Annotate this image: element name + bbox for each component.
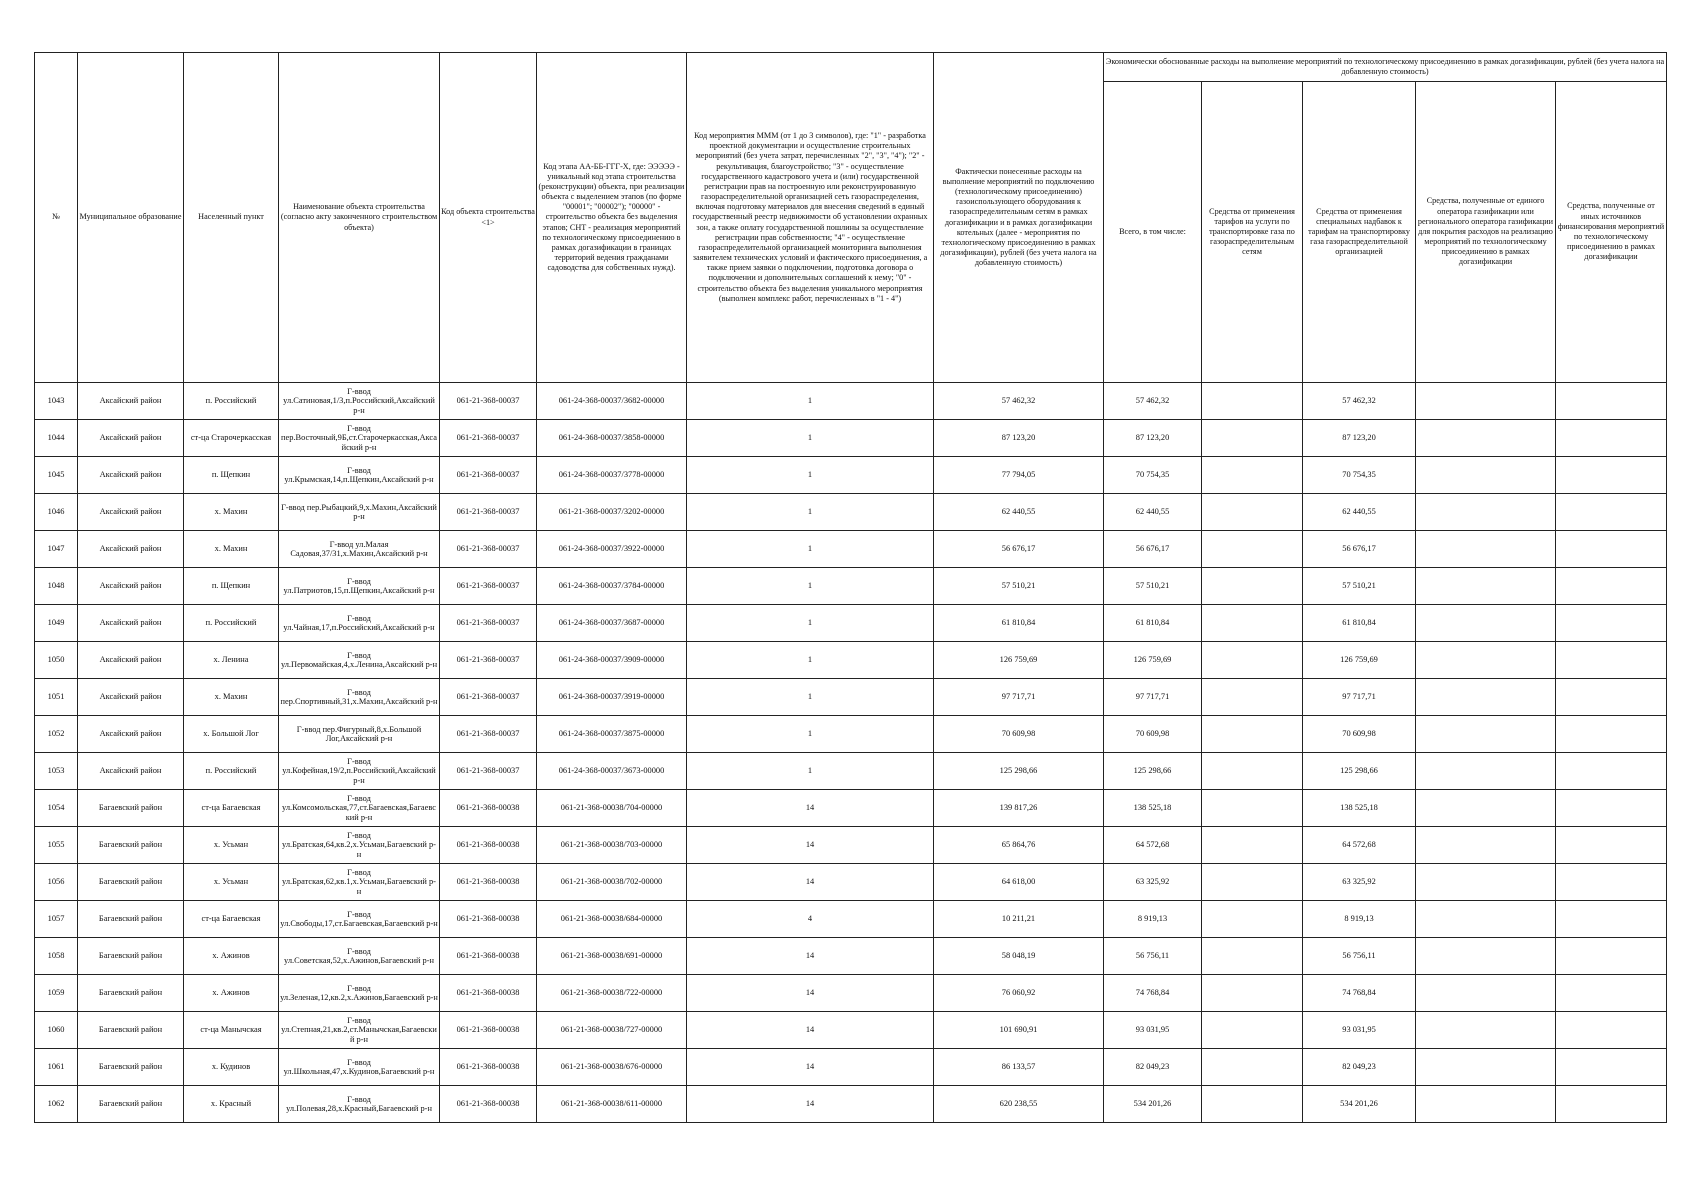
object-code-cell: 061-21-368-00037 (440, 568, 537, 605)
table-row (35, 1086, 1667, 1123)
total-cell: 63 325,92 (1104, 864, 1202, 901)
tariff-funds-cell (1202, 901, 1303, 938)
object-code-cell: 061-21-368-00037 (440, 679, 537, 716)
municipality-cell: Аксайский район (78, 605, 184, 642)
municipality-cell: Аксайский район (78, 568, 184, 605)
operator-funds-cell (1416, 531, 1556, 568)
surcharge-funds-cell: 64 572,68 (1303, 827, 1416, 864)
total-cell: 87 123,20 (1104, 420, 1202, 457)
total-cell: 97 717,71 (1104, 679, 1202, 716)
row-number: 1058 (35, 938, 78, 975)
object-name-cell: Г-ввод ул.Зеленая,12,кв.2,х.Ажинов,Багаевский р-н (279, 975, 440, 1012)
operator-funds-cell (1416, 864, 1556, 901)
operator-funds-cell (1416, 605, 1556, 642)
stage-code-cell: 061-24-368-00037/3858-00000 (537, 420, 687, 457)
other-funds-cell (1556, 531, 1667, 568)
operator-funds-cell (1416, 901, 1556, 938)
surcharge-funds-cell: 62 440,55 (1303, 494, 1416, 531)
object-name-cell: Г-ввод ул.Чайная,17,п.Российский,Аксайский р-н (279, 605, 440, 642)
header-settlement: Населенный пункт (184, 53, 279, 383)
actual-costs-cell: 101 690,91 (934, 1012, 1104, 1049)
total-cell: 57 510,21 (1104, 568, 1202, 605)
activity-code-cell: 1 (687, 605, 934, 642)
surcharge-funds-cell: 56 756,11 (1303, 938, 1416, 975)
header-operator-funds: Средства, полученные от единого оператора газификации или регионального оператора газификации для покрытия расходов на реализацию мероприятий по технологическому присоединению в рамках догазификации (1416, 82, 1556, 383)
total-cell: 138 525,18 (1104, 790, 1202, 827)
other-funds-cell (1556, 753, 1667, 790)
stage-code-cell: 061-21-368-00038/702-00000 (537, 864, 687, 901)
municipality-cell: Аксайский район (78, 642, 184, 679)
activity-code-cell: 14 (687, 938, 934, 975)
other-funds-cell (1556, 790, 1667, 827)
operator-funds-cell (1416, 753, 1556, 790)
total-cell: 125 298,66 (1104, 753, 1202, 790)
settlement-cell: п. Щепкин (184, 568, 279, 605)
stage-code-cell: 061-24-368-00037/3909-00000 (537, 642, 687, 679)
other-funds-cell (1556, 420, 1667, 457)
surcharge-funds-cell: 57 510,21 (1303, 568, 1416, 605)
other-funds-cell (1556, 938, 1667, 975)
actual-costs-cell: 77 794,05 (934, 457, 1104, 494)
tariff-funds-cell (1202, 568, 1303, 605)
object-name-cell: Г-ввод ул.Школьная,47,х.Кудинов,Багаевский р-н (279, 1049, 440, 1086)
object-name-cell: Г-ввод ул.Малая Садовая,37/31,х.Махин,Аксайский р-н (279, 531, 440, 568)
other-funds-cell (1556, 383, 1667, 420)
row-number: 1044 (35, 420, 78, 457)
row-number: 1056 (35, 864, 78, 901)
object-code-cell: 061-21-368-00037 (440, 531, 537, 568)
header-other-funds: Средства, полученные от иных источников финансирования мероприятий по технологическому присоединению в рамках догазификации (1556, 82, 1667, 383)
settlement-cell: п. Российский (184, 383, 279, 420)
table-row (35, 457, 1667, 494)
actual-costs-cell: 10 211,21 (934, 901, 1104, 938)
other-funds-cell (1556, 827, 1667, 864)
tariff-funds-cell (1202, 975, 1303, 1012)
row-number: 1048 (35, 568, 78, 605)
other-funds-cell (1556, 975, 1667, 1012)
header-total: Всего, в том числе: (1104, 82, 1202, 383)
municipality-cell: Аксайский район (78, 494, 184, 531)
object-code-cell: 061-21-368-00038 (440, 1086, 537, 1123)
stage-code-cell: 061-24-368-00037/3687-00000 (537, 605, 687, 642)
total-cell: 8 919,13 (1104, 901, 1202, 938)
settlement-cell: х. Ажинов (184, 975, 279, 1012)
operator-funds-cell (1416, 1086, 1556, 1123)
object-name-cell: Г-ввод пер.Рыбацкий,9,х.Махин,Аксайский р-н (279, 494, 440, 531)
activity-code-cell: 14 (687, 827, 934, 864)
actual-costs-cell: 86 133,57 (934, 1049, 1104, 1086)
settlement-cell: п. Российский (184, 753, 279, 790)
settlement-cell: п. Российский (184, 605, 279, 642)
surcharge-funds-cell: 61 810,84 (1303, 605, 1416, 642)
tariff-funds-cell (1202, 753, 1303, 790)
stage-code-cell: 061-21-368-00038/684-00000 (537, 901, 687, 938)
settlement-cell: ст-ца Старочеркасская (184, 420, 279, 457)
activity-code-cell: 1 (687, 753, 934, 790)
settlement-cell: х. Усьман (184, 864, 279, 901)
object-code-cell: 061-21-368-00038 (440, 827, 537, 864)
object-code-cell: 061-21-368-00037 (440, 605, 537, 642)
total-cell: 126 759,69 (1104, 642, 1202, 679)
object-name-cell: Г-ввод ул.Свободы,17,ст.Багаевская,Багаевский р-н (279, 901, 440, 938)
other-funds-cell (1556, 1012, 1667, 1049)
activity-code-cell: 14 (687, 975, 934, 1012)
settlement-cell: х. Махин (184, 679, 279, 716)
municipality-cell: Багаевский район (78, 790, 184, 827)
surcharge-funds-cell: 57 462,32 (1303, 383, 1416, 420)
object-name-cell: Г-ввод пер.Фигурный,8,х.Большой Лог,Аксайский р-н (279, 716, 440, 753)
stage-code-cell: 061-24-368-00037/3673-00000 (537, 753, 687, 790)
surcharge-funds-cell: 534 201,26 (1303, 1086, 1416, 1123)
activity-code-cell: 1 (687, 531, 934, 568)
municipality-cell: Аксайский район (78, 716, 184, 753)
table-row (35, 383, 1667, 420)
actual-costs-cell: 56 676,17 (934, 531, 1104, 568)
row-number: 1060 (35, 1012, 78, 1049)
actual-costs-cell: 62 440,55 (934, 494, 1104, 531)
tariff-funds-cell (1202, 938, 1303, 975)
other-funds-cell (1556, 457, 1667, 494)
operator-funds-cell (1416, 1049, 1556, 1086)
operator-funds-cell (1416, 790, 1556, 827)
surcharge-funds-cell: 70 609,98 (1303, 716, 1416, 753)
table-row (35, 605, 1667, 642)
table-row (35, 679, 1667, 716)
surcharge-funds-cell: 87 123,20 (1303, 420, 1416, 457)
tariff-funds-cell (1202, 1012, 1303, 1049)
actual-costs-cell: 57 462,32 (934, 383, 1104, 420)
surcharge-funds-cell: 93 031,95 (1303, 1012, 1416, 1049)
stage-code-cell: 061-21-368-00037/3202-00000 (537, 494, 687, 531)
cost-table (34, 52, 1667, 1123)
other-funds-cell (1556, 568, 1667, 605)
table-row (35, 827, 1667, 864)
row-number: 1061 (35, 1049, 78, 1086)
settlement-cell: х. Усьман (184, 827, 279, 864)
actual-costs-cell: 58 048,19 (934, 938, 1104, 975)
settlement-cell: х. Ажинов (184, 938, 279, 975)
row-number: 1057 (35, 901, 78, 938)
actual-costs-cell: 126 759,69 (934, 642, 1104, 679)
object-code-cell: 061-21-368-00038 (440, 1012, 537, 1049)
other-funds-cell (1556, 642, 1667, 679)
object-code-cell: 061-21-368-00037 (440, 494, 537, 531)
other-funds-cell (1556, 494, 1667, 531)
tariff-funds-cell (1202, 716, 1303, 753)
municipality-cell: Багаевский район (78, 975, 184, 1012)
settlement-cell: п. Щепкин (184, 457, 279, 494)
tariff-funds-cell (1202, 864, 1303, 901)
row-number: 1049 (35, 605, 78, 642)
object-code-cell: 061-21-368-00038 (440, 975, 537, 1012)
operator-funds-cell (1416, 420, 1556, 457)
stage-code-cell: 061-24-368-00037/3875-00000 (537, 716, 687, 753)
activity-code-cell: 1 (687, 679, 934, 716)
header-stage-code: Код этапа АА-ББ-ГГГ-Х, где: ЭЭЭЭЭ - уникальный код этапа строительства (реконструкции) объекта, при реализации объекта с выделением этапов (по форме "00001"; "00002"); "00000" - строительство объекта без выделения этапов; СНТ - реализация мероприятий по технологическому присоединению в рамках догазификации в границах территорий ведения гражданами садоводства для собственных нужд). (537, 53, 687, 383)
settlement-cell: х. Ленина (184, 642, 279, 679)
actual-costs-cell: 65 864,76 (934, 827, 1104, 864)
object-code-cell: 061-21-368-00037 (440, 716, 537, 753)
table-row (35, 901, 1667, 938)
operator-funds-cell (1416, 494, 1556, 531)
header-tariff-funds: Средства от применения тарифов на услуги по транспортировке газа по газораспределительным сетям (1202, 82, 1303, 383)
object-code-cell: 061-21-368-00038 (440, 901, 537, 938)
table-row (35, 753, 1667, 790)
total-cell: 62 440,55 (1104, 494, 1202, 531)
object-code-cell: 061-21-368-00037 (440, 642, 537, 679)
surcharge-funds-cell: 138 525,18 (1303, 790, 1416, 827)
settlement-cell: х. Красный (184, 1086, 279, 1123)
surcharge-funds-cell: 70 754,35 (1303, 457, 1416, 494)
stage-code-cell: 061-24-368-00037/3919-00000 (537, 679, 687, 716)
object-name-cell: Г-ввод ул.Патриотов,15,п.Щепкин,Аксайский р-н (279, 568, 440, 605)
tariff-funds-cell (1202, 790, 1303, 827)
municipality-cell: Багаевский район (78, 827, 184, 864)
tariff-funds-cell (1202, 827, 1303, 864)
other-funds-cell (1556, 1049, 1667, 1086)
table-row (35, 1012, 1667, 1049)
tariff-funds-cell (1202, 457, 1303, 494)
stage-code-cell: 061-21-368-00038/676-00000 (537, 1049, 687, 1086)
header-object-code: Код объекта строительства <1> (440, 53, 537, 383)
other-funds-cell (1556, 605, 1667, 642)
object-name-cell: Г-ввод пер.Восточный,9Б,ст.Старочеркасская,Аксайский р-н (279, 420, 440, 457)
operator-funds-cell (1416, 568, 1556, 605)
tariff-funds-cell (1202, 494, 1303, 531)
other-funds-cell (1556, 901, 1667, 938)
municipality-cell: Аксайский район (78, 679, 184, 716)
stage-code-cell: 061-21-368-00038/691-00000 (537, 938, 687, 975)
total-cell: 82 049,23 (1104, 1049, 1202, 1086)
header-actual-costs: Фактически понесенные расходы на выполнение мероприятий по подключению (технологическому присоединению) газоиспользующего оборудования к газораспределительным сетям в рамках догазификации и в рамках догазификации котельных (далее - мероприятия по технологическому присоединению в рамках догазификации), рублей (без учета налога на добавленную стоимость) (934, 53, 1104, 383)
stage-code-cell: 061-24-368-00037/3922-00000 (537, 531, 687, 568)
surcharge-funds-cell: 63 325,92 (1303, 864, 1416, 901)
operator-funds-cell (1416, 679, 1556, 716)
row-number: 1045 (35, 457, 78, 494)
activity-code-cell: 1 (687, 420, 934, 457)
object-code-cell: 061-21-368-00037 (440, 420, 537, 457)
stage-code-cell: 061-21-368-00038/703-00000 (537, 827, 687, 864)
surcharge-funds-cell: 56 676,17 (1303, 531, 1416, 568)
table-row (35, 494, 1667, 531)
actual-costs-cell: 61 810,84 (934, 605, 1104, 642)
activity-code-cell: 1 (687, 383, 934, 420)
object-name-cell: Г-ввод ул.Полевая,28,х.Красный,Багаевский р-н (279, 1086, 440, 1123)
settlement-cell: ст-ца Манычская (184, 1012, 279, 1049)
table-row (35, 568, 1667, 605)
table-row (35, 716, 1667, 753)
municipality-cell: Аксайский район (78, 383, 184, 420)
activity-code-cell: 1 (687, 642, 934, 679)
actual-costs-cell: 76 060,92 (934, 975, 1104, 1012)
table-row (35, 531, 1667, 568)
actual-costs-cell: 57 510,21 (934, 568, 1104, 605)
tariff-funds-cell (1202, 531, 1303, 568)
object-name-cell: Г-ввод ул.Советская,52,х.Ажинов,Багаевский р-н (279, 938, 440, 975)
row-number: 1054 (35, 790, 78, 827)
header-object-name: Наименование объекта строительства (согласно акту законченного строительством объекта) (279, 53, 440, 383)
municipality-cell: Аксайский район (78, 420, 184, 457)
total-cell: 56 676,17 (1104, 531, 1202, 568)
header-municipality: Муниципальное образование (78, 53, 184, 383)
total-cell: 534 201,26 (1104, 1086, 1202, 1123)
object-name-cell: Г-ввод ул.Сатиновая,1/3,п.Российский,Аксайский р-н (279, 383, 440, 420)
operator-funds-cell (1416, 1012, 1556, 1049)
object-name-cell: Г-ввод ул.Братская,64,кв.2,х.Усьман,Багаевский р-н (279, 827, 440, 864)
stage-code-cell: 061-24-368-00037/3682-00000 (537, 383, 687, 420)
object-name-cell: Г-ввод ул.Степная,21,кв.2,ст.Манычская,Багаевский р-н (279, 1012, 440, 1049)
object-name-cell: Г-ввод ул.Братская,62,кв.1,х.Усьман,Багаевский р-н (279, 864, 440, 901)
municipality-cell: Багаевский район (78, 1086, 184, 1123)
operator-funds-cell (1416, 975, 1556, 1012)
other-funds-cell (1556, 1086, 1667, 1123)
settlement-cell: х. Махин (184, 531, 279, 568)
tariff-funds-cell (1202, 605, 1303, 642)
stage-code-cell: 061-21-368-00038/611-00000 (537, 1086, 687, 1123)
header-econ-group: Экономически обоснованные расходы на выполнение мероприятий по технологическому присоединению в рамках догазификации, рублей (без учета налога на добавленную стоимость) (1104, 53, 1667, 82)
tariff-funds-cell (1202, 383, 1303, 420)
table-row (35, 864, 1667, 901)
header-num: № (35, 53, 78, 383)
surcharge-funds-cell: 74 768,84 (1303, 975, 1416, 1012)
row-number: 1043 (35, 383, 78, 420)
actual-costs-cell: 97 717,71 (934, 679, 1104, 716)
activity-code-cell: 14 (687, 1086, 934, 1123)
municipality-cell: Аксайский район (78, 457, 184, 494)
stage-code-cell: 061-21-368-00038/727-00000 (537, 1012, 687, 1049)
table-header (35, 53, 1667, 383)
municipality-cell: Багаевский район (78, 864, 184, 901)
municipality-cell: Багаевский район (78, 901, 184, 938)
tariff-funds-cell (1202, 420, 1303, 457)
table-row (35, 938, 1667, 975)
stage-code-cell: 061-21-368-00038/722-00000 (537, 975, 687, 1012)
stage-code-cell: 061-21-368-00038/704-00000 (537, 790, 687, 827)
tariff-funds-cell (1202, 1049, 1303, 1086)
actual-costs-cell: 620 238,55 (934, 1086, 1104, 1123)
tariff-funds-cell (1202, 642, 1303, 679)
activity-code-cell: 14 (687, 790, 934, 827)
object-name-cell: Г-ввод ул.Первомайская,4,х.Ленина,Аксайский р-н (279, 642, 440, 679)
stage-code-cell: 061-24-368-00037/3778-00000 (537, 457, 687, 494)
row-number: 1047 (35, 531, 78, 568)
object-code-cell: 061-21-368-00038 (440, 938, 537, 975)
row-number: 1051 (35, 679, 78, 716)
municipality-cell: Багаевский район (78, 1049, 184, 1086)
settlement-cell: х. Кудинов (184, 1049, 279, 1086)
row-number: 1059 (35, 975, 78, 1012)
surcharge-funds-cell: 82 049,23 (1303, 1049, 1416, 1086)
header-surcharge-funds: Средства от применения специальных надбавок к тарифам на транспортировку газа газораспределительной организацией (1303, 82, 1416, 383)
activity-code-cell: 1 (687, 568, 934, 605)
actual-costs-cell: 70 609,98 (934, 716, 1104, 753)
settlement-cell: ст-ца Багаевская (184, 901, 279, 938)
activity-code-cell: 1 (687, 716, 934, 753)
municipality-cell: Багаевский район (78, 1012, 184, 1049)
tariff-funds-cell (1202, 1086, 1303, 1123)
activity-code-cell: 1 (687, 457, 934, 494)
object-code-cell: 061-21-368-00037 (440, 383, 537, 420)
surcharge-funds-cell: 97 717,71 (1303, 679, 1416, 716)
total-cell: 56 756,11 (1104, 938, 1202, 975)
actual-costs-cell: 87 123,20 (934, 420, 1104, 457)
object-code-cell: 061-21-368-00038 (440, 790, 537, 827)
surcharge-funds-cell: 126 759,69 (1303, 642, 1416, 679)
row-number: 1046 (35, 494, 78, 531)
object-code-cell: 061-21-368-00037 (440, 457, 537, 494)
operator-funds-cell (1416, 642, 1556, 679)
total-cell: 70 754,35 (1104, 457, 1202, 494)
table-row (35, 642, 1667, 679)
object-code-cell: 061-21-368-00038 (440, 864, 537, 901)
table-row (35, 420, 1667, 457)
surcharge-funds-cell: 125 298,66 (1303, 753, 1416, 790)
operator-funds-cell (1416, 938, 1556, 975)
settlement-cell: х. Махин (184, 494, 279, 531)
activity-code-cell: 1 (687, 494, 934, 531)
activity-code-cell: 14 (687, 1012, 934, 1049)
other-funds-cell (1556, 864, 1667, 901)
row-number: 1055 (35, 827, 78, 864)
operator-funds-cell (1416, 827, 1556, 864)
settlement-cell: ст-ца Багаевская (184, 790, 279, 827)
total-cell: 93 031,95 (1104, 1012, 1202, 1049)
total-cell: 64 572,68 (1104, 827, 1202, 864)
object-name-cell: Г-ввод ул.Крымская,14,п.Щепкин,Аксайский р-н (279, 457, 440, 494)
object-name-cell: Г-ввод ул.Комсомольская,77,ст.Багаевская,Багаевский р-н (279, 790, 440, 827)
header-activity-code: Код мероприятия МММ (от 1 до 3 символов), где: "1" - разработка проектной документации и осуществление строительных мероприятий (без учета затрат, перечисленных "2", "3", "4"); "2" - рекультивация, благоустройство; "3" - осуществление государственного кадастрового учета и (или) государственной регистрации прав на построенную или реконструированную газораспределительной организацией сеть газораспределения, включая подготовку материалов для внесения сведений в единый государственный реестр недвижимости об установлении охранных зон, а также оплату государственной пошлины за осуществление регистрации прав собственности; "4" - осуществление газораспределительной организацией мониторинга выполнения заявителем технических условий и фактического присоединения, а также прием заявки о подключении, подготовка договора о подключении и дополнительных соглашений к нему; "0" - строительство объекта без выделения уникального мероприятия (выполнен комплекс работ, перечисленных в "1 - 4") (687, 53, 934, 383)
total-cell: 57 462,32 (1104, 383, 1202, 420)
tariff-funds-cell (1202, 679, 1303, 716)
total-cell: 74 768,84 (1104, 975, 1202, 1012)
object-code-cell: 061-21-368-00038 (440, 1049, 537, 1086)
table-row (35, 975, 1667, 1012)
operator-funds-cell (1416, 457, 1556, 494)
activity-code-cell: 14 (687, 864, 934, 901)
total-cell: 61 810,84 (1104, 605, 1202, 642)
activity-code-cell: 4 (687, 901, 934, 938)
operator-funds-cell (1416, 716, 1556, 753)
operator-funds-cell (1416, 383, 1556, 420)
surcharge-funds-cell: 8 919,13 (1303, 901, 1416, 938)
table-body (35, 383, 1667, 1123)
row-number: 1052 (35, 716, 78, 753)
municipality-cell: Аксайский район (78, 753, 184, 790)
actual-costs-cell: 125 298,66 (934, 753, 1104, 790)
municipality-cell: Багаевский район (78, 938, 184, 975)
total-cell: 70 609,98 (1104, 716, 1202, 753)
actual-costs-cell: 139 817,26 (934, 790, 1104, 827)
settlement-cell: х. Большой Лог (184, 716, 279, 753)
other-funds-cell (1556, 716, 1667, 753)
municipality-cell: Аксайский район (78, 531, 184, 568)
actual-costs-cell: 64 618,00 (934, 864, 1104, 901)
row-number: 1053 (35, 753, 78, 790)
object-code-cell: 061-21-368-00037 (440, 753, 537, 790)
row-number: 1062 (35, 1086, 78, 1123)
row-number: 1050 (35, 642, 78, 679)
stage-code-cell: 061-24-368-00037/3784-00000 (537, 568, 687, 605)
object-name-cell: Г-ввод пер.Спортивный,31,х.Махин,Аксайский р-н (279, 679, 440, 716)
activity-code-cell: 14 (687, 1049, 934, 1086)
table-row (35, 790, 1667, 827)
object-name-cell: Г-ввод ул.Кофейная,19/2,п.Российский,Аксайский р-н (279, 753, 440, 790)
other-funds-cell (1556, 679, 1667, 716)
table-row (35, 1049, 1667, 1086)
